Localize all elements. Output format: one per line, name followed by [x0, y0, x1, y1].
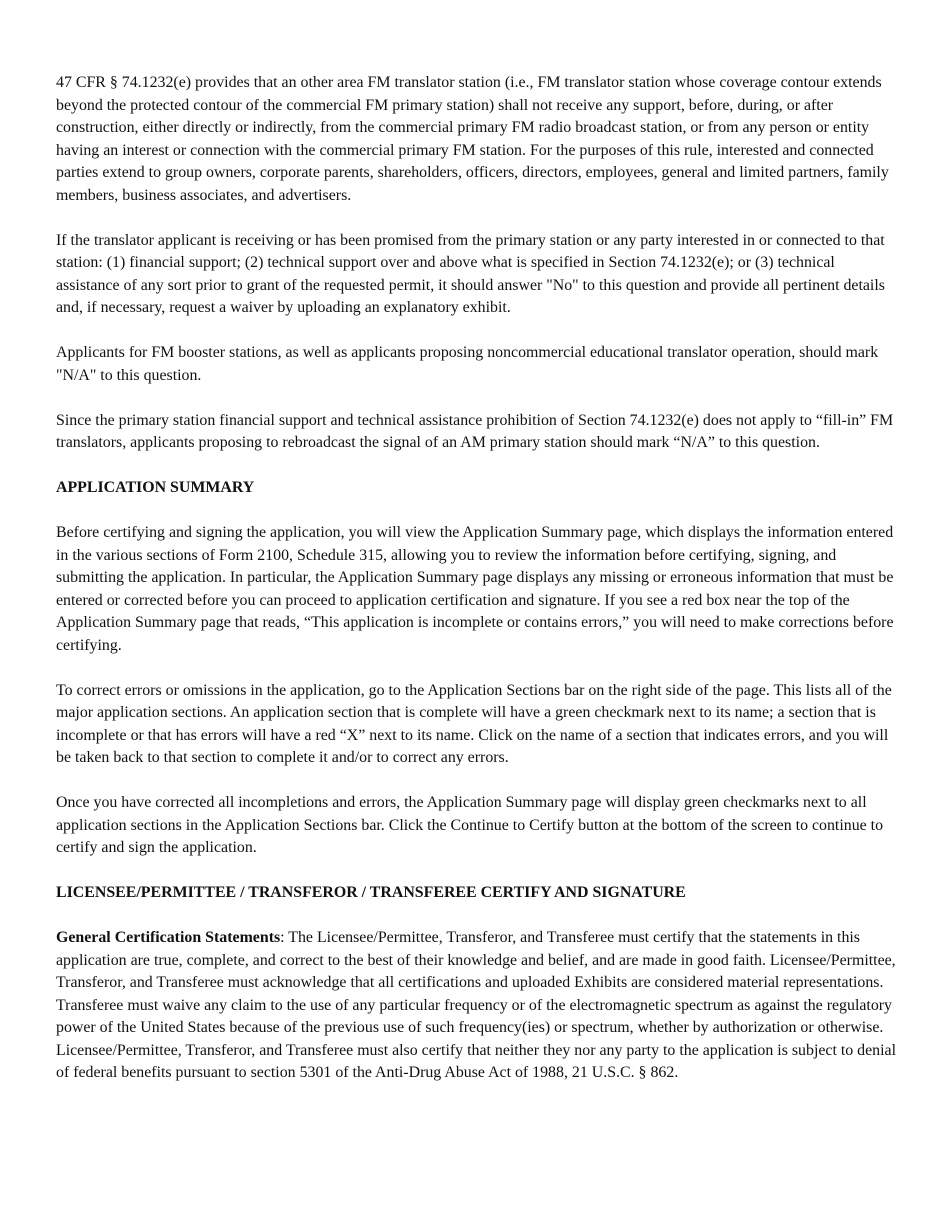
heading-application-summary: APPLICATION SUMMARY [56, 479, 255, 496]
paragraph-translator-support: If the translator applicant is receiving or has been promised from the primary station or any party interested in or connected to that station: (1) financial support; (2) technical support over and above what is specified in Section 74.1232(e); or (3) technical assistance of any sort prior to grant of the requested permit, it should answer "No" to this question and provide all pertinent details and, if necessary, request a waiver by uploading an explanatory exhibit. [56, 231, 885, 316]
general-certification-label: General Certification Statements [56, 929, 281, 946]
paragraph-fill-in-na: Since the primary station financial support and technical assistance prohibition of Section 74.1232(e) does not apply to “fill-in” FM translators, applicants proposing to rebroadcast the signal of an AM primary station should mark “N/A” to this question. [56, 411, 894, 451]
paragraph-summary-correct-errors: To correct errors or omissions in the application, go to the Application Sections bar on the right side of the page. This lists all of the major application sections. An application section that is complete will have a green checkmark next to its name; a section that is incomplete or that has errors will have a red “X” next to its name. Click on the name of a section that indicates errors, and you will be taken back to that section to complete it and/or to correct any errors. [56, 681, 892, 766]
paragraph-booster-na: Applicants for FM booster stations, as well as applicants proposing noncommercial educational translator operation, should mark "N/A" to this question. [56, 344, 879, 384]
paragraph-cfr-74-1232e: 47 CFR § 74.1232(e) provides that an other area FM translator station (i.e., FM translator station whose coverage contour extends beyond the protected contour of the commercial FM primary station) shall not receive any support, before, during, or after construction, either directly or indirectly, from the commercial primary FM radio broadcast station, or from any person or entity having an interest or connection with the commercial primary FM station. For the purposes of this rule, interested and connected parties extend to group owners, corporate parents, shareholders, officers, directors, employees, general and limited partners, family members, business associates, and advertisers. [56, 74, 889, 204]
document-page [56, 72, 898, 1107]
paragraph-summary-review: Before certifying and signing the application, you will view the Application Summary page, which displays the information entered in the various sections of Form 2100, Schedule 315, allowing you to review the information before certifying, signing, and submitting the application. In particular, the Application Summary page displays any missing or erroneous information that must be entered or corrected before you can proceed to application certification and signature. If you see a red box near the top of the Application Summary page that reads, “This application is incomplete or contains errors,” you will need to make corrections before certifying. [56, 524, 894, 654]
paragraph-summary-continue: Once you have corrected all incompletions and errors, the Application Summary page will display green checkmarks next to all application sections in the Application Sections bar. Click the Continue to Certify button at the bottom of the screen to continue to certify and sign the application. [56, 794, 884, 856]
heading-certify-signature: LICENSEE/PERMITTEE / TRANSFEROR / TRANSFEREE CERTIFY AND SIGNATURE [56, 884, 686, 901]
general-certification-text: : The Licensee/Permittee, Transferor, and Transferee must certify that the statements in this application are true, complete, and correct to the best of their knowledge and belief, and are made in good faith. Licensee/Permittee, Transferor, and Transferee must acknowledge that all certifications and uploaded Exhibits are considered material representations. Transferee must waive any claim to the use of any particular frequency or of the electromagnetic spectrum as against the regulatory power of the United States because of the previous use of such frequency(ies) or spectrum, whether by authorization or otherwise. Licensee/Permittee, Transferor, and Transferee must also certify that neither they nor any party to the application is subject to denial of federal benefits pursuant to section 5301 of the Anti-Drug Abuse Act of 1988, 21 U.S.C. § 862. [56, 929, 897, 1081]
paragraph-general-certification [56, 927, 898, 1085]
